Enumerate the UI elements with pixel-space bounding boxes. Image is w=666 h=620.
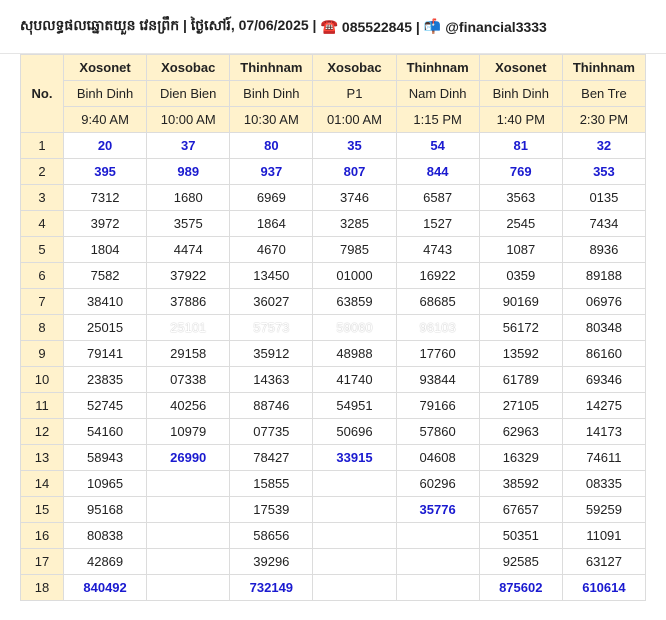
result-cell: 86160 bbox=[562, 341, 645, 367]
site-header-cell: Thinhnam bbox=[230, 55, 313, 81]
result-cell: 16922 bbox=[396, 263, 479, 289]
table-row bbox=[21, 289, 646, 315]
result-cell bbox=[396, 575, 479, 601]
result-cell: 50696 bbox=[313, 419, 396, 445]
result-cell: 2545 bbox=[479, 211, 562, 237]
result-cell bbox=[147, 471, 230, 497]
time-header-cell: 1:15 PM bbox=[396, 107, 479, 133]
result-cell: 3285 bbox=[313, 211, 396, 237]
result-cell: 23835 bbox=[64, 367, 147, 393]
row-number: 9 bbox=[21, 341, 64, 367]
result-cell: 32 bbox=[562, 133, 645, 159]
province-header-cell: Binh Dinh bbox=[64, 81, 147, 107]
result-cell: 13450 bbox=[230, 263, 313, 289]
result-cell: 25015 bbox=[64, 315, 147, 341]
table-row bbox=[21, 315, 646, 341]
phone-icon: ☎️ bbox=[320, 18, 338, 34]
result-cell: 6969 bbox=[230, 185, 313, 211]
result-cell: 4474 bbox=[147, 237, 230, 263]
result-cell: 14275 bbox=[562, 393, 645, 419]
result-cell: 40256 bbox=[147, 393, 230, 419]
result-cell: 48988 bbox=[313, 341, 396, 367]
result-cell: 61789 bbox=[479, 367, 562, 393]
result-cell: 54160 bbox=[64, 419, 147, 445]
row-number: 4 bbox=[21, 211, 64, 237]
site-header-cell: Thinhnam bbox=[396, 55, 479, 81]
result-cell: 7434 bbox=[562, 211, 645, 237]
result-cell bbox=[313, 549, 396, 575]
table-row bbox=[21, 159, 646, 185]
result-cell: 60296 bbox=[396, 471, 479, 497]
result-cell: 92585 bbox=[479, 549, 562, 575]
row-number: 17 bbox=[21, 549, 64, 575]
province-header-cell: Ben Tre bbox=[562, 81, 645, 107]
row-number: 2 bbox=[21, 159, 64, 185]
result-cell: 36027 bbox=[230, 289, 313, 315]
row-number: 14 bbox=[21, 471, 64, 497]
result-cell: 79141 bbox=[64, 341, 147, 367]
result-cell: 63127 bbox=[562, 549, 645, 575]
row-number: 11 bbox=[21, 393, 64, 419]
result-cell: 59259 bbox=[562, 497, 645, 523]
result-cell: 67657 bbox=[479, 497, 562, 523]
result-cell bbox=[147, 523, 230, 549]
site-header-row bbox=[21, 55, 646, 81]
result-cell: 989 bbox=[147, 159, 230, 185]
result-cell: 06976 bbox=[562, 289, 645, 315]
time-header-cell: 01:00 AM bbox=[313, 107, 396, 133]
result-cell: 26990 bbox=[147, 445, 230, 471]
result-cell: 68685 bbox=[396, 289, 479, 315]
result-cell: 20 bbox=[64, 133, 147, 159]
result-cell: 50351 bbox=[479, 523, 562, 549]
header-phone: 085522845 | bbox=[341, 18, 420, 35]
result-cell: 10965 bbox=[64, 471, 147, 497]
row-number: 10 bbox=[21, 367, 64, 393]
result-cell: 937 bbox=[230, 159, 313, 185]
table-row bbox=[21, 393, 646, 419]
result-cell: 25101 bbox=[147, 315, 230, 341]
result-cell: 610614 bbox=[562, 575, 645, 601]
result-cell: 35 bbox=[313, 133, 396, 159]
table-row bbox=[21, 185, 646, 211]
result-cell: 17539 bbox=[230, 497, 313, 523]
result-cell: 4670 bbox=[230, 237, 313, 263]
table-row bbox=[21, 263, 646, 289]
result-cell: 769 bbox=[479, 159, 562, 185]
result-cell: 54 bbox=[396, 133, 479, 159]
table-row bbox=[21, 419, 646, 445]
time-header-cell: 2:30 PM bbox=[562, 107, 645, 133]
row-number: 6 bbox=[21, 263, 64, 289]
site-header-cell: Xosobac bbox=[313, 55, 396, 81]
province-header-row bbox=[21, 81, 646, 107]
result-cell: 01000 bbox=[313, 263, 396, 289]
result-cell: 844 bbox=[396, 159, 479, 185]
result-cell: 27105 bbox=[479, 393, 562, 419]
result-cell: 07735 bbox=[230, 419, 313, 445]
result-cell: 07338 bbox=[147, 367, 230, 393]
result-cell: 56172 bbox=[479, 315, 562, 341]
result-cell: 3575 bbox=[147, 211, 230, 237]
result-cell: 74611 bbox=[562, 445, 645, 471]
table-row bbox=[21, 341, 646, 367]
table-row bbox=[21, 523, 646, 549]
result-cell: 08335 bbox=[562, 471, 645, 497]
result-cell: 1804 bbox=[64, 237, 147, 263]
province-header-cell: Dien Bien bbox=[147, 81, 230, 107]
result-cell: 8936 bbox=[562, 237, 645, 263]
result-cell: 59060 bbox=[313, 315, 396, 341]
header-title: សុបលទ្ធផលឆ្នោតយួន វេនព្រឹក | ថ្ងៃសៅរ៍, 07/06/2025 | bbox=[20, 17, 317, 33]
row-number: 16 bbox=[21, 523, 64, 549]
time-header-cell: 10:30 AM bbox=[230, 107, 313, 133]
result-cell: 7985 bbox=[313, 237, 396, 263]
result-cell: 38592 bbox=[479, 471, 562, 497]
result-cell: 35776 bbox=[396, 497, 479, 523]
result-cell bbox=[313, 471, 396, 497]
province-header-cell: Nam Dinh bbox=[396, 81, 479, 107]
result-cell: 79166 bbox=[396, 393, 479, 419]
result-cell: 3746 bbox=[313, 185, 396, 211]
table-row bbox=[21, 471, 646, 497]
result-cell: 14363 bbox=[230, 367, 313, 393]
result-cell: 395 bbox=[64, 159, 147, 185]
result-cell: 3563 bbox=[479, 185, 562, 211]
result-cell: 37922 bbox=[147, 263, 230, 289]
row-number: 18 bbox=[21, 575, 64, 601]
result-cell: 89188 bbox=[562, 263, 645, 289]
result-cell: 37886 bbox=[147, 289, 230, 315]
result-cell: 17760 bbox=[396, 341, 479, 367]
result-cell: 37 bbox=[147, 133, 230, 159]
result-cell: 80348 bbox=[562, 315, 645, 341]
result-cell: 11091 bbox=[562, 523, 645, 549]
mailbox-icon: 📬 bbox=[423, 18, 442, 34]
result-cell bbox=[313, 523, 396, 549]
time-header-cell: 1:40 PM bbox=[479, 107, 562, 133]
result-cell: 80 bbox=[230, 133, 313, 159]
result-cell: 42869 bbox=[64, 549, 147, 575]
result-cell: 1680 bbox=[147, 185, 230, 211]
province-header-cell: Binh Dinh bbox=[230, 81, 313, 107]
result-cell: 13592 bbox=[479, 341, 562, 367]
result-cell: 14173 bbox=[562, 419, 645, 445]
result-cell: 39296 bbox=[230, 549, 313, 575]
row-number: 15 bbox=[21, 497, 64, 523]
table-row bbox=[21, 211, 646, 237]
result-cell: 95168 bbox=[64, 497, 147, 523]
result-cell: 4743 bbox=[396, 237, 479, 263]
site-header-cell: Xosonet bbox=[479, 55, 562, 81]
header-handle: @financial3333 bbox=[445, 18, 547, 35]
result-cell: 35912 bbox=[230, 341, 313, 367]
result-cell bbox=[313, 575, 396, 601]
row-number: 8 bbox=[21, 315, 64, 341]
result-cell: 81 bbox=[479, 133, 562, 159]
result-cell: 96103 bbox=[396, 315, 479, 341]
result-cell: 62963 bbox=[479, 419, 562, 445]
time-header-row bbox=[21, 107, 646, 133]
result-cell: 0359 bbox=[479, 263, 562, 289]
result-cell: 58943 bbox=[64, 445, 147, 471]
row-number: 5 bbox=[21, 237, 64, 263]
table-row bbox=[21, 237, 646, 263]
result-cell: 58656 bbox=[230, 523, 313, 549]
result-cell: 41740 bbox=[313, 367, 396, 393]
result-cell bbox=[396, 549, 479, 575]
result-cell: 57860 bbox=[396, 419, 479, 445]
table-row bbox=[21, 133, 646, 159]
result-cell: 7312 bbox=[64, 185, 147, 211]
result-cell: 0135 bbox=[562, 185, 645, 211]
row-number: 3 bbox=[21, 185, 64, 211]
result-cell: 57573 bbox=[230, 315, 313, 341]
time-header-cell: 9:40 AM bbox=[64, 107, 147, 133]
result-cell: 52745 bbox=[64, 393, 147, 419]
table-row bbox=[21, 367, 646, 393]
province-header-cell: Binh Dinh bbox=[479, 81, 562, 107]
result-cell: 69346 bbox=[562, 367, 645, 393]
result-cell bbox=[147, 497, 230, 523]
result-cell: 78427 bbox=[230, 445, 313, 471]
table-row bbox=[21, 575, 646, 601]
result-cell: 807 bbox=[313, 159, 396, 185]
row-number: 1 bbox=[21, 133, 64, 159]
result-cell: 353 bbox=[562, 159, 645, 185]
row-number: 13 bbox=[21, 445, 64, 471]
result-cell: 840492 bbox=[64, 575, 147, 601]
result-cell bbox=[147, 575, 230, 601]
result-cell: 29158 bbox=[147, 341, 230, 367]
result-cell: 63859 bbox=[313, 289, 396, 315]
result-cell: 732149 bbox=[230, 575, 313, 601]
site-header-cell: Xosonet bbox=[64, 55, 147, 81]
site-header-cell: Thinhnam bbox=[562, 55, 645, 81]
province-header-cell: P1 bbox=[313, 81, 396, 107]
result-cell: 04608 bbox=[396, 445, 479, 471]
results-table bbox=[20, 54, 646, 601]
result-cell: 54951 bbox=[313, 393, 396, 419]
result-cell: 10979 bbox=[147, 419, 230, 445]
result-cell bbox=[147, 549, 230, 575]
row-number: 12 bbox=[21, 419, 64, 445]
result-cell bbox=[313, 497, 396, 523]
result-cell: 16329 bbox=[479, 445, 562, 471]
result-cell: 88746 bbox=[230, 393, 313, 419]
result-cell: 38410 bbox=[64, 289, 147, 315]
result-cell: 90169 bbox=[479, 289, 562, 315]
table-row bbox=[21, 549, 646, 575]
table-row bbox=[21, 497, 646, 523]
result-cell: 7582 bbox=[64, 263, 147, 289]
page-header bbox=[0, 0, 666, 54]
time-header-cell: 10:00 AM bbox=[147, 107, 230, 133]
result-cell: 3972 bbox=[64, 211, 147, 237]
no-header: No. bbox=[21, 55, 64, 133]
row-number: 7 bbox=[21, 289, 64, 315]
result-cell: 80838 bbox=[64, 523, 147, 549]
result-cell: 1087 bbox=[479, 237, 562, 263]
site-header-cell: Xosobac bbox=[147, 55, 230, 81]
result-cell: 93844 bbox=[396, 367, 479, 393]
result-cell: 15855 bbox=[230, 471, 313, 497]
result-cell bbox=[396, 523, 479, 549]
result-cell: 875602 bbox=[479, 575, 562, 601]
result-cell: 6587 bbox=[396, 185, 479, 211]
result-cell: 1527 bbox=[396, 211, 479, 237]
table-row bbox=[21, 445, 646, 471]
result-cell: 1864 bbox=[230, 211, 313, 237]
result-cell: 33915 bbox=[313, 445, 396, 471]
